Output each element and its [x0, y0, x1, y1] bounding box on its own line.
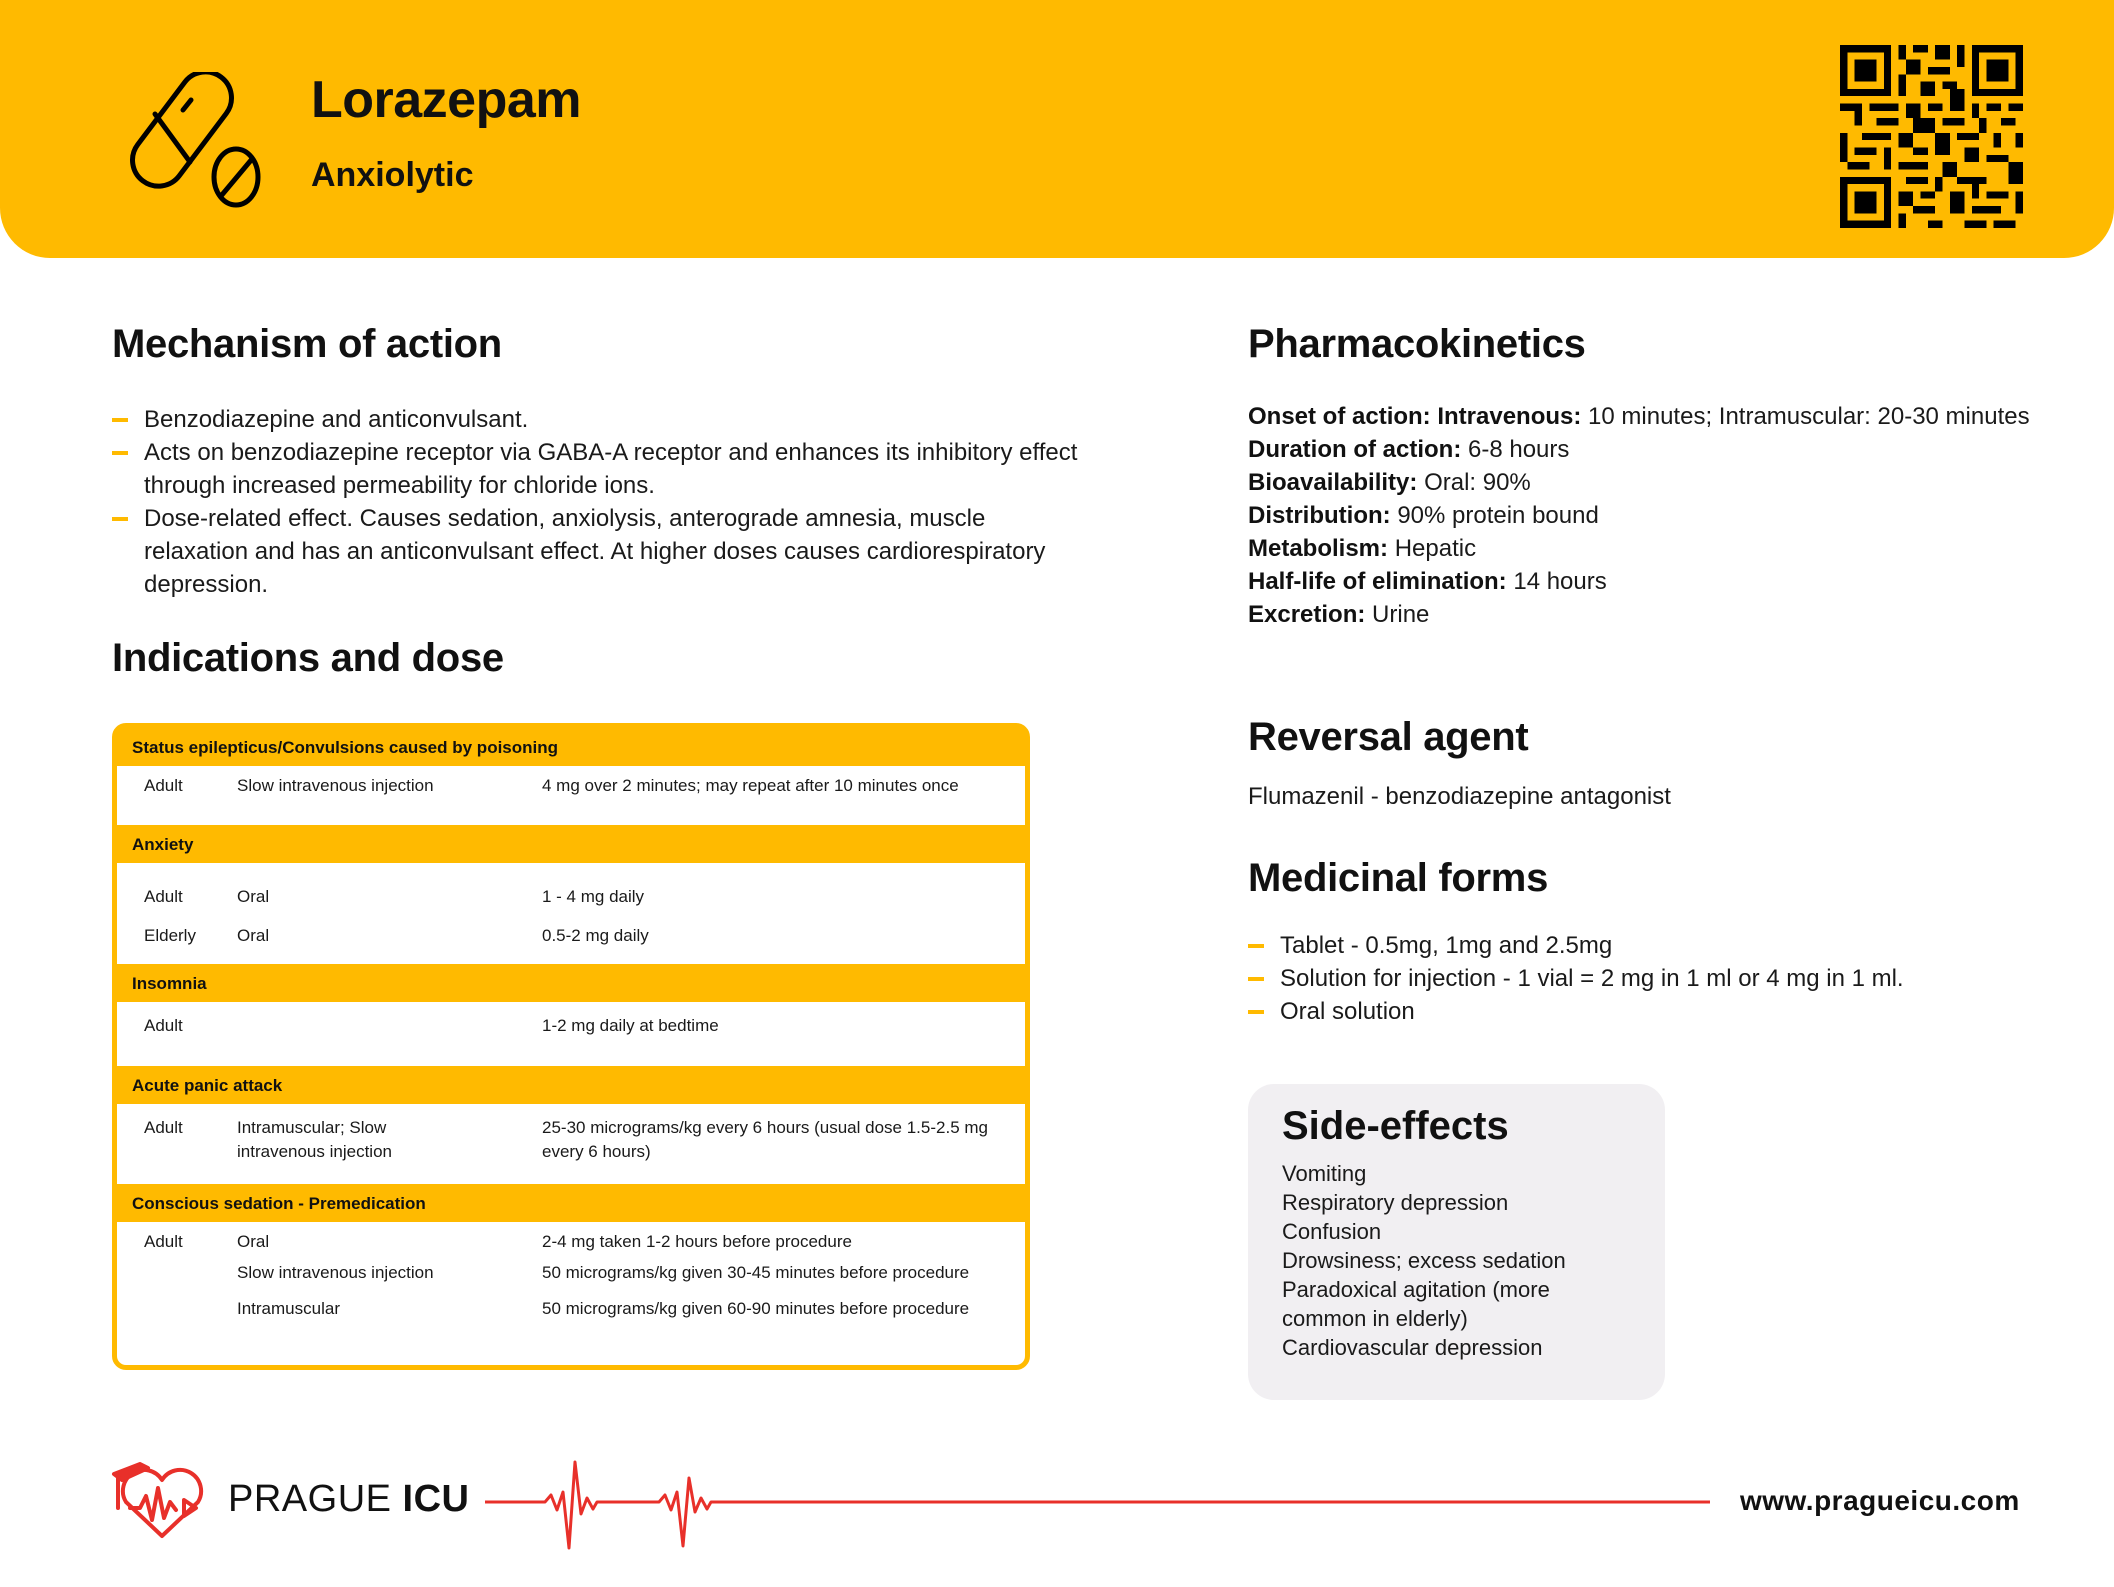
section-header-insomnia: Insomnia	[117, 964, 1025, 1002]
pk-distribution: Distribution: 90% protein bound	[1248, 502, 1599, 529]
reversal-heading: Reversal agent	[1248, 715, 1529, 759]
table-row	[117, 1116, 1025, 1164]
route-cell: Oral	[237, 926, 270, 945]
section-header-status-epilepticus: Status epilepticus/Convulsions caused by poisoning	[117, 728, 1025, 766]
dose-cell: 4 mg over 2 minutes; may repeat after 10 minutes once	[542, 776, 959, 795]
dose-cell: 50 micrograms/kg given 60-90 minutes before procedure	[542, 1299, 970, 1318]
route-cell: Intramuscular; Slow intravenous injection	[237, 1118, 392, 1161]
patient-cell: Adult	[144, 1016, 183, 1035]
brand-name: PRAGUE ICU	[228, 1478, 470, 1520]
section-body	[117, 1002, 1025, 1066]
patient-cell	[117, 1297, 237, 1321]
table-row	[117, 1297, 1025, 1321]
side-effect-item: Drowsiness; excess sedation	[1282, 1248, 1566, 1273]
section-body	[117, 863, 1025, 964]
bullet-dash-icon	[1248, 1010, 1264, 1014]
list-item: Tablet - 0.5mg, 1mg and 2.5mg	[1248, 929, 2068, 962]
medicinal-forms-list	[1248, 929, 2068, 1028]
side-effect-item: Confusion	[1282, 1219, 1382, 1244]
patient-cell: Elderly	[144, 926, 196, 945]
side-effect-item: Paradoxical agitation (more common in elderly)	[1282, 1277, 1550, 1331]
pk-metabolism: Metabolism: Hepatic	[1248, 535, 1477, 562]
pk-bioavailability: Bioavailability: Oral: 90%	[1248, 469, 1531, 496]
table-row	[117, 774, 1025, 798]
table-row	[117, 924, 1025, 948]
pk-duration: Duration of action: 6-8 hours	[1248, 436, 1570, 463]
dose-table	[112, 723, 1030, 1370]
mechanism-heading: Mechanism of action	[112, 322, 502, 366]
side-effect-item: Cardiovascular depression	[1282, 1335, 1543, 1360]
pharmacokinetics-heading: Pharmacokinetics	[1248, 322, 1586, 366]
pk-excretion: Excretion: Urine	[1248, 601, 1430, 628]
dose-cell: 50 micrograms/kg given 30-45 minutes before procedure	[542, 1263, 970, 1282]
route-cell: Intramuscular	[237, 1299, 340, 1318]
section-header-anxiety: Anxiety	[117, 825, 1025, 863]
side-effect-item: Respiratory depression	[1282, 1190, 1509, 1215]
side-effects-card	[1248, 1084, 1665, 1400]
route-cell: Oral	[237, 1232, 270, 1251]
side-effects-heading: Side-effects	[1282, 1104, 1509, 1148]
dose-cell: 1 - 4 mg daily	[542, 887, 645, 906]
pk-onset: Onset of action: Intravenous: 10 minutes; Intramuscular: 20-30 minutes	[1248, 403, 2030, 430]
patient-cell: Adult	[144, 1232, 183, 1251]
website-link[interactable]: www.pragueicu.com	[1740, 1485, 2020, 1516]
bullet-dash-icon	[1248, 944, 1264, 948]
dose-cell: 1-2 mg daily at bedtime	[542, 1016, 719, 1035]
mechanism-list	[112, 403, 1092, 601]
dose-cell: 0.5-2 mg daily	[542, 926, 649, 945]
list-item: Oral solution	[1248, 995, 2068, 1028]
list-item: Benzodiazepine and anticonvulsant.	[112, 403, 1092, 436]
patient-cell: Adult	[144, 887, 183, 906]
reversal-agent-text: Flumazenil - benzodiazepine antagonist	[1248, 783, 1671, 810]
pk-half-life: Half-life of elimination: 14 hours	[1248, 568, 1607, 595]
qr-code-icon[interactable]	[1840, 45, 2023, 228]
route-cell	[237, 1014, 542, 1038]
pharmacokinetics-list	[1248, 400, 2068, 631]
indications-heading: Indications and dose	[112, 636, 504, 680]
prague-icu-logo-icon[interactable]	[110, 1462, 214, 1542]
route-cell: Oral	[237, 887, 270, 906]
side-effect-item: Vomiting	[1282, 1161, 1367, 1186]
table-row	[117, 885, 1025, 909]
bullet-dash-icon	[112, 517, 128, 521]
list-item: Solution for injection - 1 vial = 2 mg in 1 ml or 4 mg in 1 ml.	[1248, 962, 2068, 995]
bullet-dash-icon	[112, 451, 128, 455]
table-row	[117, 1230, 1025, 1254]
patient-cell: Adult	[144, 776, 183, 795]
drug-title: Lorazepam	[311, 71, 582, 129]
section-header-conscious-sedation: Conscious sedation - Premedication	[117, 1184, 1025, 1222]
table-row	[117, 1014, 1025, 1038]
pill-icon	[118, 72, 264, 212]
route-cell: Slow intravenous injection	[237, 776, 434, 795]
route-cell: Slow intravenous injection	[237, 1263, 434, 1282]
section-body	[117, 1104, 1025, 1184]
section-body	[117, 1222, 1025, 1370]
dose-cell: 25-30 micrograms/kg every 6 hours (usual dose 1.5-2.5 mg every 6 hours)	[542, 1118, 988, 1161]
header-banner	[0, 0, 2114, 258]
list-item: Acts on benzodiazepine receptor via GABA-A receptor and enhances its inhibitory effect through increased permeability for chloride ions.	[112, 436, 1092, 502]
bullet-dash-icon	[112, 418, 128, 422]
patient-cell: Adult	[144, 1118, 183, 1137]
section-body	[117, 766, 1025, 825]
medicinal-forms-heading: Medicinal forms	[1248, 856, 1549, 900]
bullet-dash-icon	[1248, 977, 1264, 981]
table-row	[117, 1261, 1025, 1285]
heartbeat-line-icon	[485, 1452, 1710, 1552]
drug-class: Anxiolytic	[311, 156, 474, 194]
dose-cell: 2-4 mg taken 1-2 hours before procedure	[542, 1232, 852, 1251]
section-header-acute-panic-attack: Acute panic attack	[117, 1066, 1025, 1104]
list-item: Dose-related effect. Causes sedation, anxiolysis, anterograde amnesia, muscle relaxation and has an anticonvulsant effect. At higher doses causes cardiorespiratory depression.	[112, 502, 1092, 601]
patient-cell	[117, 1261, 237, 1285]
